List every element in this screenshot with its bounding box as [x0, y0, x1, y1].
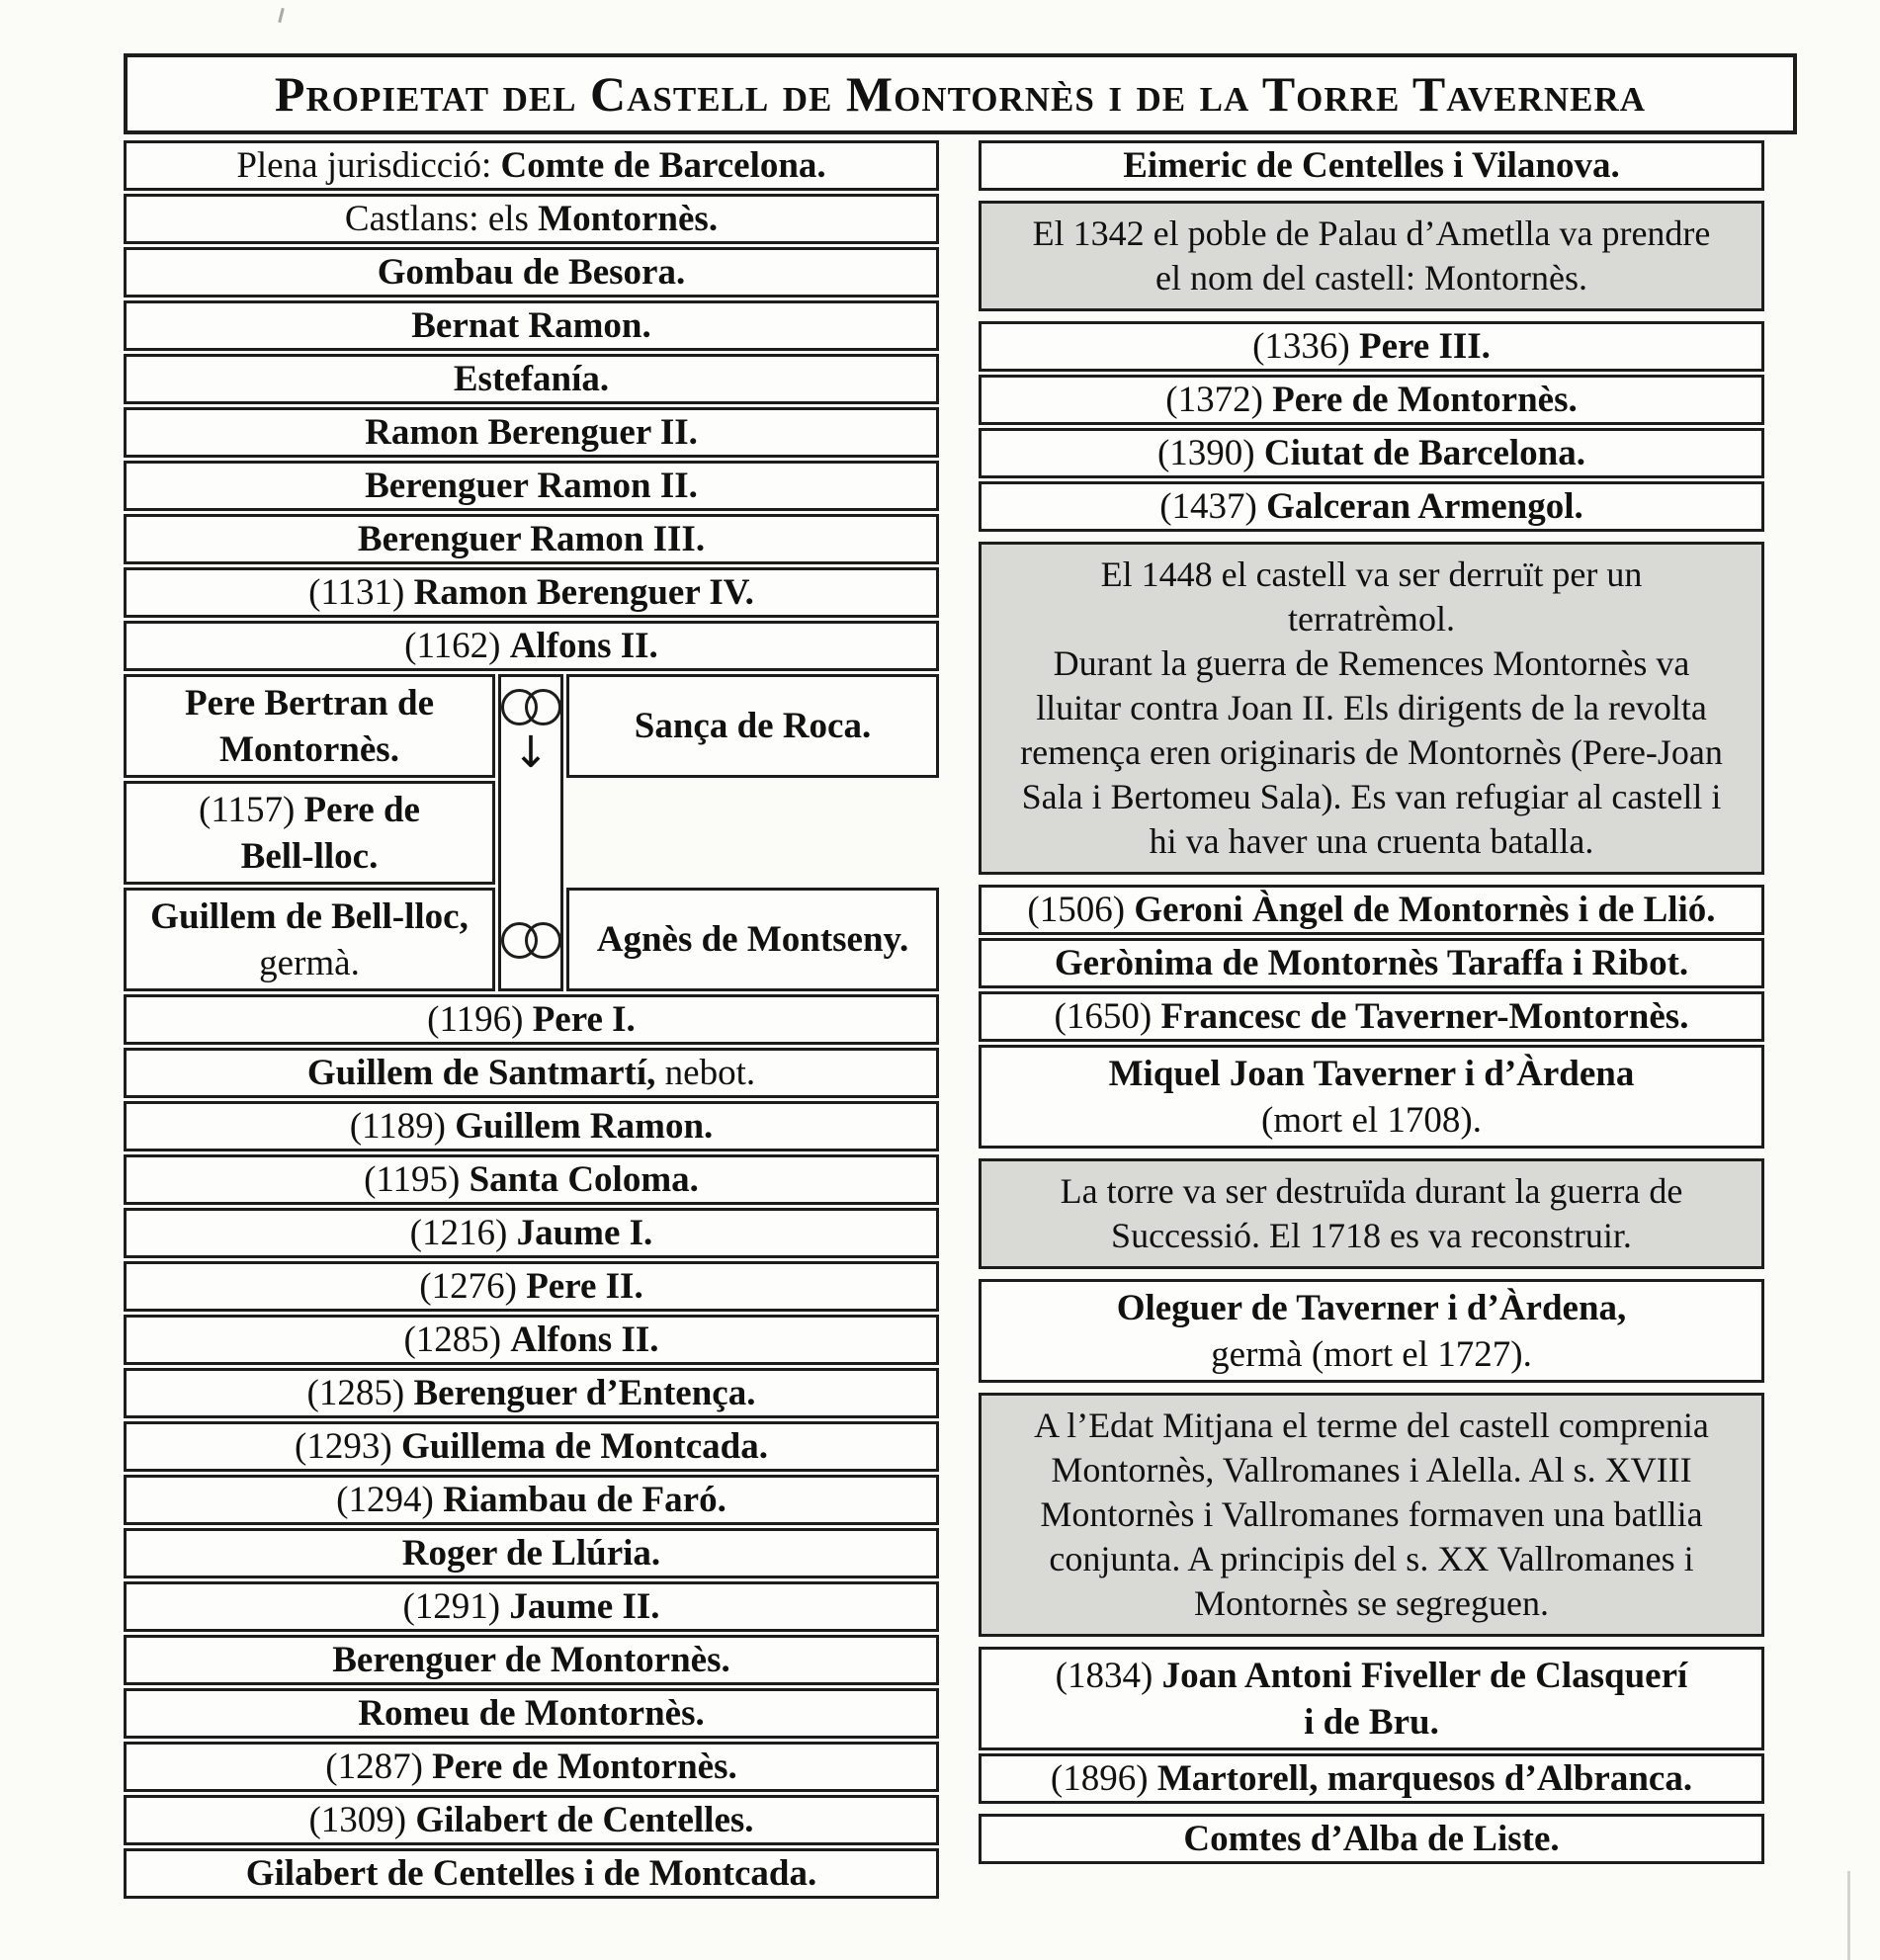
note-box: [979, 201, 1764, 311]
table-row: [124, 1368, 939, 1418]
row-text: (1506) Geroni Àngel de Montornès i de Llió.: [1027, 890, 1716, 930]
table-row: [124, 567, 939, 618]
row-text: germà (mort el 1727).: [1211, 1333, 1532, 1375]
row-text: Berenguer Ramon III.: [357, 519, 706, 559]
row-text: (1196) Pere I.: [427, 999, 636, 1040]
row-text: Bernat Ramon.: [411, 305, 651, 346]
table-row: [124, 1688, 939, 1739]
row-text: (1294) Riambau de Faró.: [336, 1480, 726, 1520]
note-box: [979, 1393, 1764, 1637]
left-ownership-table: [124, 140, 939, 1902]
row-text: Guillem de Santmartí, nebot.: [306, 1053, 756, 1093]
note-line: terratrèmol.: [1288, 599, 1455, 639]
block-oleguer: [979, 1279, 1764, 1383]
marriage-section: [124, 674, 939, 991]
row-text: Montornès.: [219, 728, 399, 770]
right-ownership-column: [979, 140, 1764, 1874]
arrow-down-icon: ↓: [512, 727, 550, 778]
table-row: [124, 1795, 939, 1845]
note-line: Successió. El 1718 es va reconstruir.: [1111, 1216, 1632, 1255]
table-row: [979, 938, 1764, 988]
block-fiveller-martorell: [979, 1647, 1764, 1804]
row-text: Gombau de Besora.: [377, 252, 686, 293]
row-text: Ramon Berenguer II.: [365, 412, 698, 453]
note-box: [979, 542, 1764, 875]
row-text: Plena jurisdicció: Comte de Barcelona.: [236, 145, 826, 186]
row-text: Castlans: els Montornès.: [344, 199, 719, 239]
table-row: [124, 1315, 939, 1365]
row-text: Pere Bertran de: [184, 682, 435, 724]
table-row: [979, 140, 1764, 191]
note-line: Montornès se segreguen.: [1194, 1583, 1549, 1623]
row-text: Agnès de Montseny.: [596, 919, 909, 960]
row-text: Miquel Joan Taverner i d’Àrdena: [1108, 1053, 1635, 1094]
row-text: (1309) Gilabert de Centelles.: [308, 1800, 754, 1840]
table-row: [124, 1528, 939, 1578]
table-row: [979, 375, 1764, 425]
row-text: (1336) Pere III.: [1252, 326, 1491, 367]
note-line: Sala i Bertomeu Sala). Es van refugiar al castell i: [1021, 777, 1722, 816]
note-line: hi va haver una cruenta batalla.: [1149, 821, 1594, 861]
table-row: [124, 1261, 939, 1312]
note-line: Durant la guerra de Remences Montornès va: [1053, 643, 1690, 683]
row-text: (1287) Pere de Montornès.: [325, 1747, 737, 1787]
table-row: [979, 1647, 1764, 1750]
table-row: [124, 1581, 939, 1632]
row-text: (1291) Jaume II.: [402, 1586, 660, 1627]
row-text: (mort el 1708).: [1261, 1099, 1482, 1141]
marriage-connector-strip: [498, 674, 563, 991]
table-row: [979, 321, 1764, 372]
table-row: [124, 247, 939, 298]
table-row: [566, 888, 939, 991]
block-note-edat: [979, 1393, 1764, 1637]
marriage-icon: [501, 922, 561, 959]
row-text: (1162) Alfons II.: [404, 626, 658, 666]
note-line: El 1342 el poble de Palau d’Ametlla va prendre: [1032, 213, 1711, 253]
row-text: (1834) Joan Antoni Fiveller de Clasquerí: [1055, 1655, 1688, 1696]
table-row: [124, 194, 939, 244]
table-row: [124, 888, 495, 991]
block-montornes-heirs: [979, 885, 1764, 1149]
table-row: [124, 781, 495, 885]
table-row: [566, 674, 939, 778]
table-row: [124, 621, 939, 671]
marriage-right-cells: [566, 674, 939, 991]
row-text: Roger de Llúria.: [401, 1533, 661, 1574]
scan-artifact: [1847, 1871, 1850, 1960]
row-text: Romeu de Montornès.: [358, 1693, 705, 1734]
row-text: Guillem de Bell-lloc,: [150, 895, 469, 937]
block-comtes: [979, 1814, 1764, 1864]
table-row: [124, 354, 939, 404]
row-text: germà.: [259, 942, 360, 983]
note-line: Montornès, Vallromanes i Alella. Al s. XVIII: [1051, 1450, 1692, 1490]
row-text: Sança de Roca.: [634, 706, 872, 746]
table-row: [124, 407, 939, 458]
row-text: (1216) Jaume I.: [409, 1213, 653, 1253]
empty-space: [566, 781, 939, 885]
row-text: (1189) Guillem Ramon.: [349, 1106, 714, 1147]
table-row: [124, 514, 939, 564]
table-row: [124, 1048, 939, 1098]
table-row: [979, 481, 1764, 532]
table-row: [124, 674, 495, 778]
row-text: (1276) Pere II.: [419, 1266, 643, 1307]
note-line: El 1448 el castell va ser derruït per un: [1100, 554, 1643, 594]
table-row: [124, 1848, 939, 1899]
block-note-torre: [979, 1158, 1764, 1269]
table-row: [124, 994, 939, 1045]
row-text: (1293) Guillema de Montcada.: [295, 1426, 768, 1467]
table-row: [979, 1279, 1764, 1383]
row-text: Bell-lloc.: [240, 835, 379, 877]
block-eimeric: [979, 140, 1764, 191]
row-text: Berenguer de Montornès.: [332, 1640, 730, 1680]
block-note-1342: [979, 201, 1764, 311]
row-text: (1896) Martorell, marquesos d’Albranca.: [1050, 1758, 1693, 1799]
table-row: [124, 1635, 939, 1685]
note-line: Montornès i Vallromanes formaven una batllia: [1040, 1494, 1703, 1534]
table-row: [979, 991, 1764, 1042]
row-text: (1285) Alfons II.: [403, 1320, 659, 1360]
row-text: Gilabert de Centelles i de Montcada.: [245, 1853, 817, 1894]
table-row: [124, 140, 939, 191]
marriage-icon: [501, 689, 561, 725]
table-row: [124, 461, 939, 511]
table-row: [124, 1101, 939, 1151]
title-box: [124, 53, 1797, 134]
table-row: [979, 1753, 1764, 1804]
block-kings: [979, 321, 1764, 532]
row-text: (1285) Berenguer d’Entença.: [306, 1373, 756, 1413]
table-row: [124, 1475, 939, 1525]
note-line: el nom del castell: Montornès.: [1155, 258, 1587, 298]
table-row: [124, 1421, 939, 1472]
row-text: Gerònima de Montornès Taraffa i Ribot.: [1054, 943, 1689, 983]
table-row: [124, 1742, 939, 1792]
note-line: La torre va ser destruïda durant la guerra de: [1060, 1171, 1683, 1211]
row-text: (1437) Galceran Armengol.: [1159, 486, 1583, 527]
row-text: i de Bru.: [1304, 1701, 1439, 1743]
table-row: [979, 1045, 1764, 1149]
note-line: A l’Edat Mitjana el terme del castell comprenia: [1034, 1406, 1709, 1445]
block-note-1448: [979, 542, 1764, 875]
row-text: Oleguer de Taverner i d’Àrdena,: [1116, 1287, 1627, 1328]
table-row: [124, 300, 939, 351]
scan-artifact: [278, 8, 285, 23]
row-text: Comtes d’Alba de Liste.: [1183, 1819, 1560, 1859]
table-row: [124, 1154, 939, 1205]
marriage-left-cells: [124, 674, 495, 991]
page-title: Propietat del Castell de Montornès i de la Torre Tavernera: [274, 66, 1647, 122]
note-box: [979, 1158, 1764, 1269]
row-text: Berenguer Ramon II.: [365, 466, 698, 506]
note-line: lluitar contra Joan II. Els dirigents de la revolta: [1036, 688, 1707, 727]
row-text: (1372) Pere de Montornès.: [1165, 380, 1578, 420]
row-text: (1157) Pere de: [199, 789, 420, 830]
table-row: [979, 885, 1764, 935]
row-text: Eimeric de Centelles i Vilanova.: [1123, 145, 1620, 186]
table-row: [979, 428, 1764, 478]
note-line: remença eren originaris de Montornès (Pere-Joan: [1020, 732, 1723, 772]
table-row: [124, 1208, 939, 1258]
note-line: conjunta. A principis del s. XX Vallromanes i: [1049, 1539, 1694, 1578]
row-text: (1650) Francesc de Taverner-Montornès.: [1054, 996, 1689, 1037]
table-row: [979, 1814, 1764, 1864]
row-text: Estefanía.: [453, 359, 610, 399]
row-text: (1390) Ciutat de Barcelona.: [1156, 433, 1585, 473]
row-text: (1195) Santa Coloma.: [364, 1159, 699, 1200]
row-text: (1131) Ramon Berenguer IV.: [308, 572, 754, 613]
